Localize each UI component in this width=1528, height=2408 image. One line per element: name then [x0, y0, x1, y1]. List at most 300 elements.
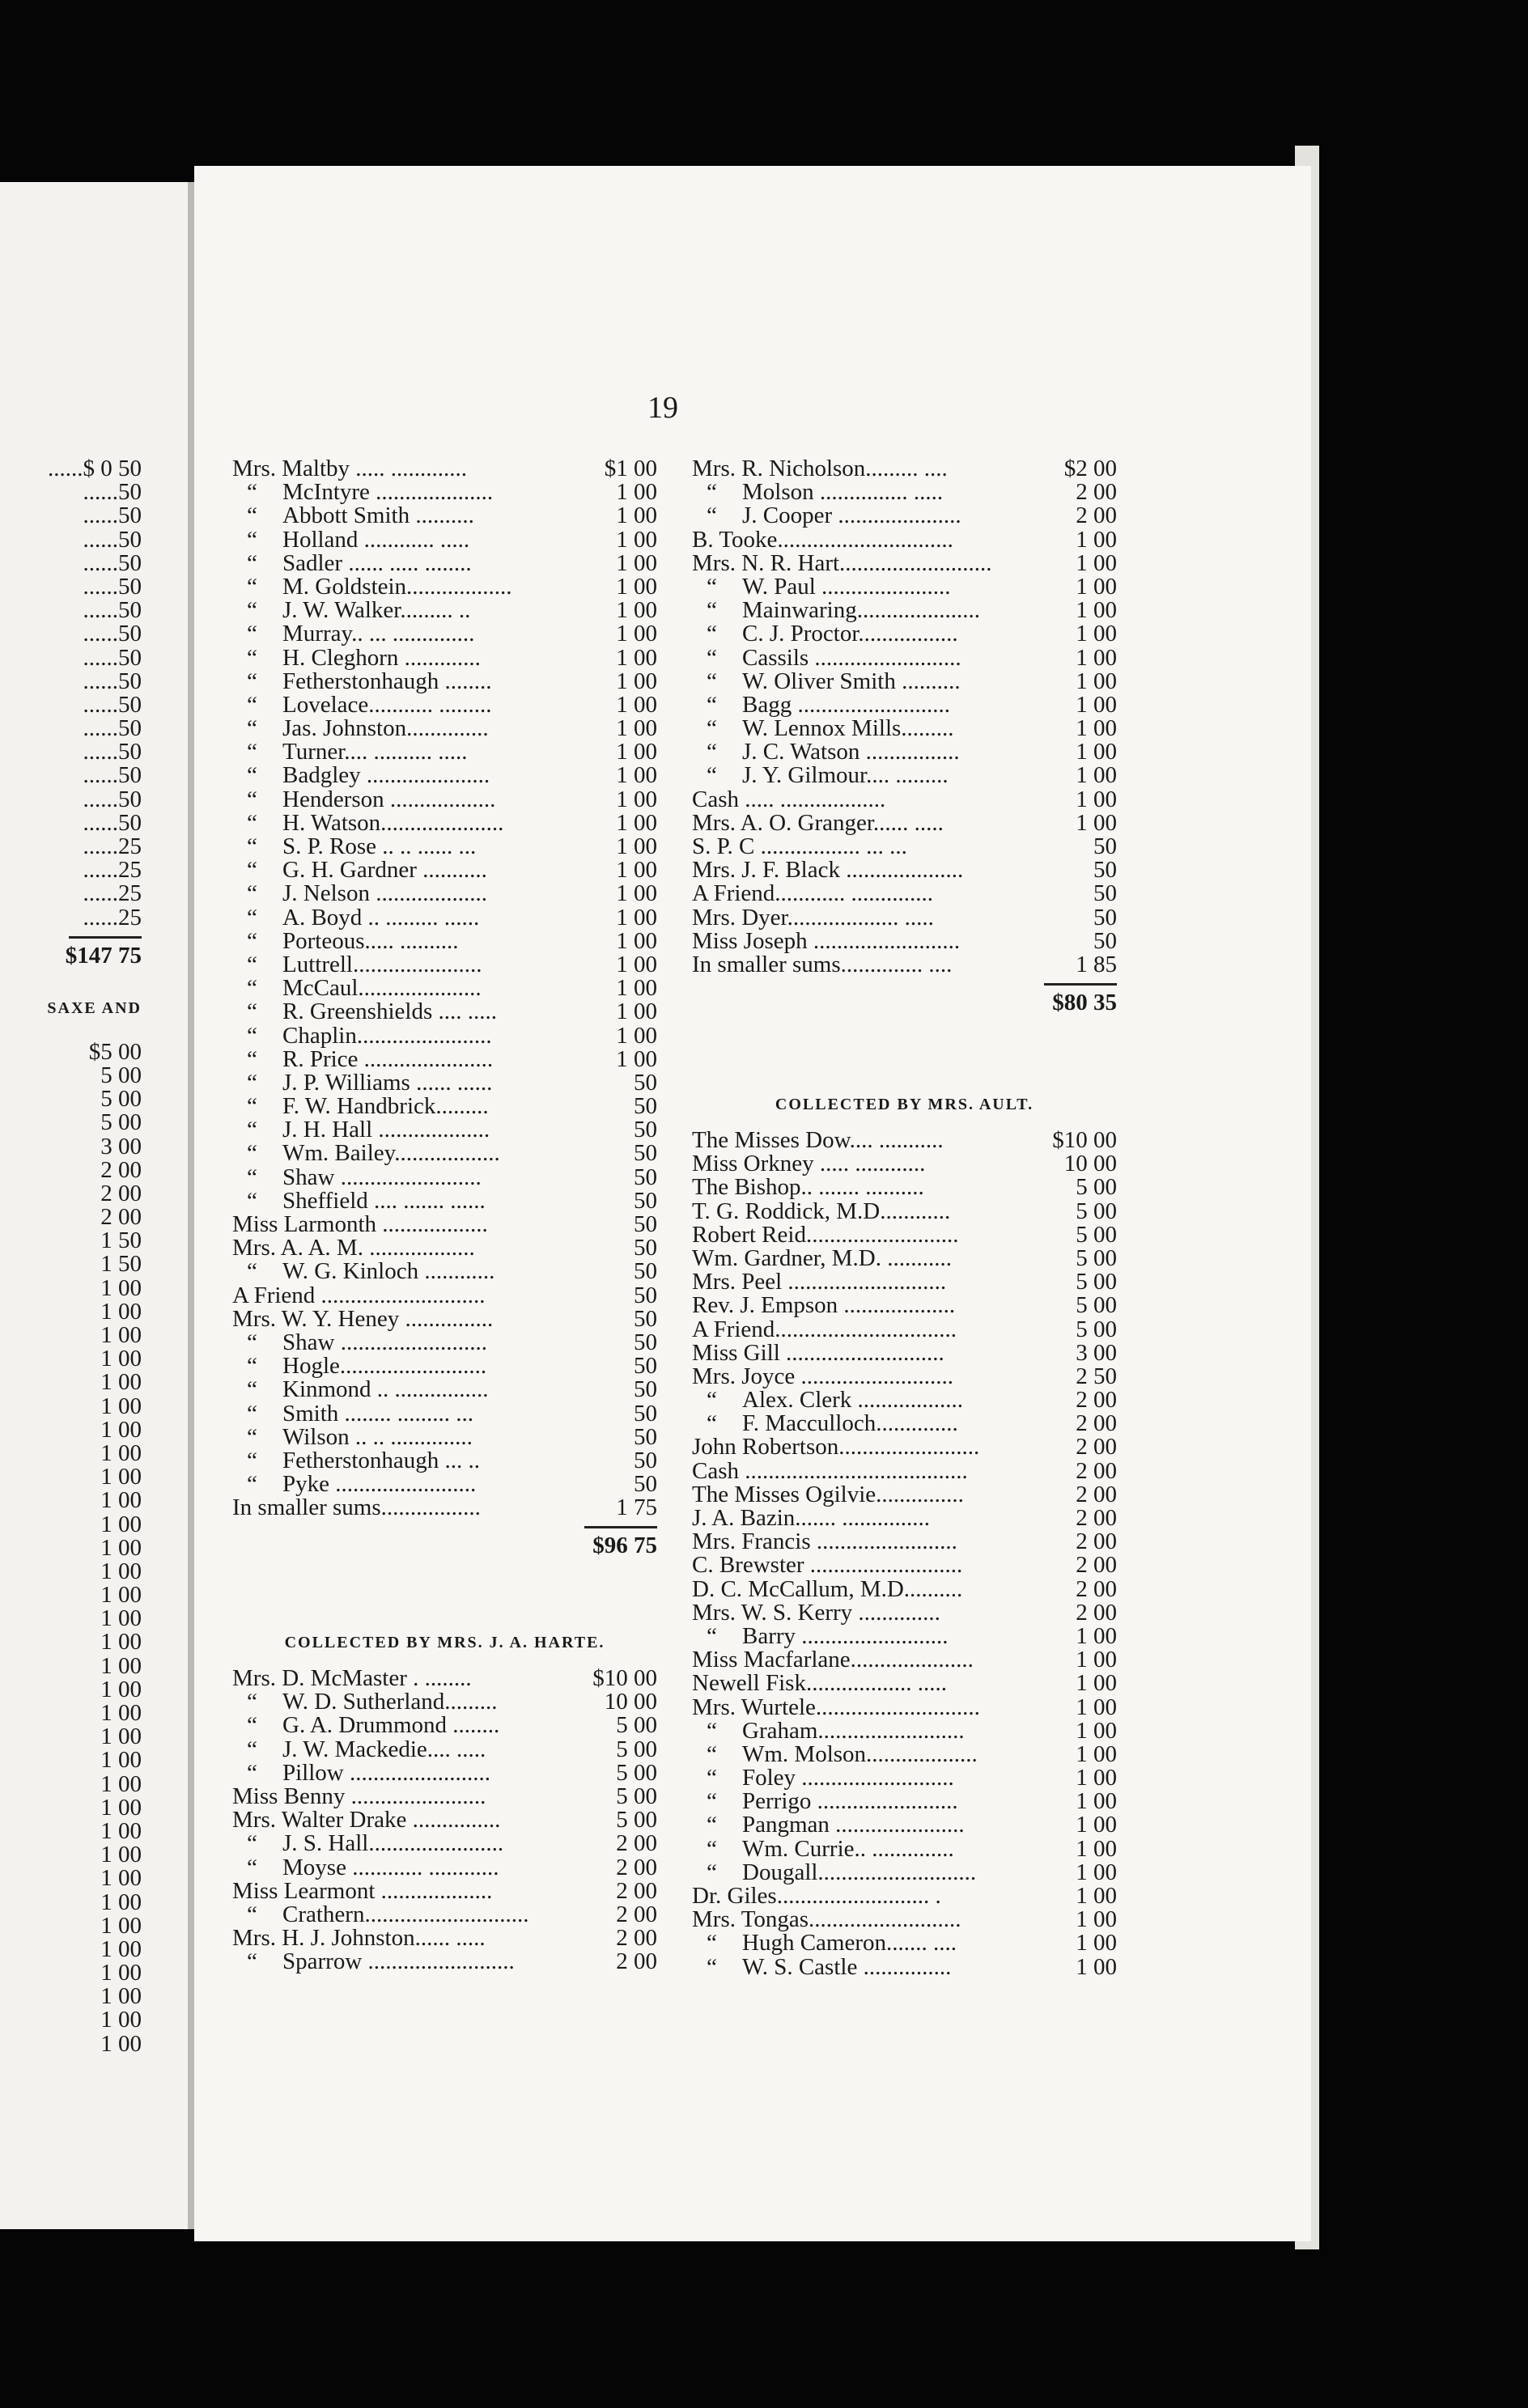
donor-name: Miss Macfarlane..................... [692, 1647, 974, 1673]
donor-name: “ Jas. Johnston.............. [282, 717, 489, 740]
donation-amount: ......50 [83, 621, 142, 647]
donor-name: “ Hugh Cameron....... .... [742, 1931, 957, 1955]
donation-amount: 1 00 [100, 1723, 142, 1750]
donation-amount: 1 00 [1076, 691, 1117, 718]
total-rule [69, 936, 142, 939]
donor-name: A Friend............ .............. [692, 880, 934, 907]
donation-amount: 1 00 [616, 998, 657, 1025]
donor-name: “ Chaplin....................... [282, 1024, 492, 1048]
donor-name: A Friend............................... [692, 1316, 957, 1342]
list-item [232, 504, 657, 528]
donor-name: “ Wm. Molson................... [742, 1743, 978, 1766]
list-item [692, 1339, 1117, 1366]
donation-amount: 1 00 [100, 1439, 142, 1466]
list-item [0, 717, 142, 740]
donor-name: “ Shaw ......................... [282, 1331, 487, 1354]
donor-name: “ W. Oliver Smith .......... [742, 670, 961, 693]
donor-name: Mrs. W. S. Kerry .............. [692, 1599, 940, 1626]
donation-amount: 50 [1093, 880, 1117, 907]
donation-amount: 1 00 [1076, 644, 1117, 671]
donor-name: “ J. W. Walker......... .. [282, 599, 470, 622]
list-item [692, 1835, 1117, 1862]
list-item [232, 1284, 657, 1308]
donor-name: The Misses Dow.... ........... [692, 1127, 944, 1153]
list-item [232, 481, 657, 504]
list-item [692, 1908, 1117, 1931]
list-item [692, 1435, 1117, 1459]
donation-amount: 1 00 [616, 833, 657, 859]
list-item [692, 1457, 1117, 1484]
donation-amount: ......50 [83, 715, 142, 742]
donor-name: Mrs. Dyer................... ..... [692, 904, 934, 931]
donation-amount: 50 [634, 1423, 657, 1450]
donation-amount: ......50 [83, 573, 142, 600]
donation-amount: 1 00 [1076, 715, 1117, 742]
list-item [232, 1189, 657, 1213]
donation-amount: 1 00 [100, 1842, 142, 1868]
donor-name: “ Pillow ........................ [282, 1761, 490, 1785]
list-item [232, 528, 657, 552]
donation-amount: 1 00 [1076, 1835, 1117, 1862]
list-item [232, 717, 657, 740]
donor-name: Mrs. R. Nicholson......... .... [692, 456, 948, 481]
list-item [232, 1761, 657, 1785]
list-item [0, 1867, 142, 1890]
donation-amount: 1 00 [616, 739, 657, 765]
donation-amount: 1 75 [616, 1494, 657, 1521]
donor-name: Rev. J. Empson ................... [692, 1292, 956, 1319]
list-item [692, 717, 1117, 740]
list-item [0, 1347, 142, 1371]
list-item [0, 906, 142, 930]
donor-name: “ W. Lennox Mills......... [742, 717, 954, 740]
donation-amount: $1 00 [604, 456, 657, 481]
list-item [692, 528, 1117, 552]
donation-amount: 1 00 [1076, 597, 1117, 624]
donation-amount: 2 00 [1076, 1457, 1117, 1484]
list-item [232, 1449, 657, 1473]
donor-name: J. A. Bazin....... ............... [692, 1505, 931, 1531]
donation-amount: 1 00 [1076, 1930, 1117, 1956]
donation-amount: 2 00 [1076, 1410, 1117, 1437]
list-item [0, 1111, 142, 1134]
donation-amount: 1 00 [616, 1022, 657, 1049]
donation-amount: 1 00 [616, 809, 657, 836]
list-item [692, 1530, 1117, 1554]
donor-name: “ Dougall........................... [742, 1861, 976, 1884]
list-item [0, 1038, 142, 1065]
list-item [232, 644, 657, 671]
donor-name: “ Smith ........ ......... ... [282, 1402, 473, 1426]
list-item [692, 1601, 1117, 1625]
donation-amount: 50 [634, 1164, 657, 1190]
donation-amount: 2 00 [616, 1854, 657, 1880]
donor-name: “ Moyse ............ ............ [282, 1856, 499, 1880]
donation-amount: 2 00 [1076, 1505, 1117, 1531]
donor-name: “ W. S. Castle ............... [742, 1956, 951, 1979]
list-item [692, 1575, 1117, 1602]
donor-name: Mrs. Joyce .......................... [692, 1363, 954, 1389]
donation-amount: 1 00 [616, 786, 657, 812]
donor-name: “ Sparrow ......................... [282, 1950, 515, 1973]
list-item [692, 575, 1117, 599]
donation-amount: 1 50 [100, 1251, 142, 1278]
list-item [0, 1817, 142, 1844]
donation-amount: 10 00 [604, 1689, 657, 1715]
page-number: 19 [647, 391, 678, 425]
donor-name: “ Porteous..... .......... [282, 930, 459, 953]
donor-name: “ Pangman ...................... [742, 1813, 965, 1837]
donor-name: S. P. C ................. ... ... [692, 833, 907, 859]
donation-amount: 1 00 [616, 479, 657, 506]
list-item [692, 809, 1117, 836]
donor-name: “ J. H. Hall ................... [282, 1118, 490, 1142]
donation-amount: 1 00 [100, 1322, 142, 1348]
donation-amount: 1 00 [100, 1558, 142, 1584]
donation-amount: 2 00 [1076, 1481, 1117, 1507]
list-item [692, 1953, 1117, 1980]
donation-amount: ......50 [83, 597, 142, 624]
donation-amount: ......50 [83, 644, 142, 671]
total-rule [584, 1526, 657, 1528]
column-2-total: $80 35 [1052, 990, 1117, 1016]
donor-name: B. Tooke.............................. [692, 526, 953, 553]
donation-amount: ......25 [83, 833, 142, 859]
list-item [0, 1439, 142, 1466]
donor-name: Dr. Giles.......................... . [692, 1883, 941, 1909]
donation-amount: 5 00 [616, 1783, 657, 1809]
donation-amount: 1 00 [616, 951, 657, 977]
donation-amount: 1 00 [1076, 1883, 1117, 1909]
donation-amount: 5 00 [1076, 1221, 1117, 1248]
list-item [232, 693, 657, 717]
donor-name: Mrs. D. McMaster . ........ [232, 1665, 472, 1691]
donation-amount: 2 00 [1076, 1552, 1117, 1579]
list-item [232, 1166, 657, 1189]
donation-amount: 5 00 [616, 1759, 657, 1786]
donation-amount: 1 00 [616, 573, 657, 600]
donor-name: “ Cassils ......................... [742, 647, 961, 670]
donation-amount: 1 00 [1076, 1906, 1117, 1933]
donation-amount: 50 [634, 1471, 657, 1498]
list-item [232, 549, 657, 576]
donor-name: “ Molson ............... ..... [742, 481, 943, 504]
list-item [232, 1690, 657, 1714]
list-item [692, 927, 1117, 954]
list-item [0, 622, 142, 646]
donation-amount: 50 [1093, 927, 1117, 954]
donation-amount: 1 00 [100, 1393, 142, 1419]
list-item [232, 1808, 657, 1832]
list-item [0, 1206, 142, 1229]
donor-name: In smaller sums.............. .... [692, 951, 953, 977]
donor-name: Mrs. H. J. Johnston...... ..... [232, 1925, 486, 1952]
list-item [0, 1891, 142, 1914]
donation-amount: 5 00 [616, 1807, 657, 1834]
donation-amount: 50 [1093, 904, 1117, 931]
list-item [0, 1156, 142, 1183]
list-item [232, 1496, 657, 1520]
donation-amount: 1 00 [1076, 762, 1117, 789]
donation-amount: 1 00 [1076, 739, 1117, 765]
donation-amount: 50 [634, 1187, 657, 1214]
list-item [692, 1223, 1117, 1247]
donor-name: Miss Orkney ..... ............ [692, 1151, 926, 1177]
list-item [692, 1270, 1117, 1294]
donor-name: Cash ..... .................. [692, 786, 886, 812]
list-item [692, 1412, 1117, 1435]
list-item [232, 1785, 657, 1808]
list-item [0, 1253, 142, 1276]
donation-amount: 2 00 [1076, 1387, 1117, 1414]
donation-amount: ......50 [83, 786, 142, 812]
list-item [692, 1388, 1117, 1412]
donation-amount: 2 00 [616, 1948, 657, 1975]
donor-name: “ H. Watson..................... [282, 812, 503, 835]
donation-amount: 1 00 [1076, 526, 1117, 553]
donor-name: “ Bagg .......................... [742, 693, 950, 717]
donation-amount: 5 00 [1076, 1174, 1117, 1201]
list-item [232, 1213, 657, 1236]
donor-name: D. C. McCallum, M.D.......... [692, 1575, 963, 1602]
donation-amount: 1 00 [616, 644, 657, 671]
donation-amount: 1 00 [100, 1700, 142, 1726]
donor-name: “ A. Boyd .. ......... ...... [282, 906, 479, 930]
donation-amount: 2 00 [1076, 1528, 1117, 1555]
column-1 [232, 457, 657, 1558]
donation-amount: $5 00 [88, 1038, 142, 1065]
list-item [232, 1378, 657, 1401]
donation-amount: 1 00 [1076, 786, 1117, 812]
donor-name: “ Alex. Clerk .................. [742, 1388, 963, 1412]
donor-name: “ Fetherstonhaugh ........ [282, 670, 492, 693]
donor-name: “ McCaul..................... [282, 977, 482, 1000]
list-item [232, 1927, 657, 1950]
list-item [232, 977, 657, 1000]
donation-amount: 1 00 [100, 1794, 142, 1821]
list-item [0, 1583, 142, 1607]
donation-amount: 1 00 [1076, 1740, 1117, 1767]
donation-amount: 1 00 [100, 1889, 142, 1915]
list-item [0, 1465, 142, 1489]
donation-amount: ......25 [83, 904, 142, 931]
donor-name: The Misses Ogilvie............... [692, 1481, 964, 1507]
donation-amount: 3 00 [1076, 1339, 1117, 1366]
donor-name: “ Badgley ..................... [282, 764, 490, 787]
donor-name: “ Murray.. ... .............. [282, 622, 474, 646]
donation-amount: 5 00 [616, 1736, 657, 1762]
list-item [0, 599, 142, 622]
donation-amount: 1 00 [1076, 809, 1117, 836]
donation-amount: 1 00 [616, 904, 657, 931]
donation-amount: 1 00 [100, 1369, 142, 1396]
list-item [0, 1914, 142, 1938]
list-item [692, 788, 1117, 812]
donation-amount: 1 00 [100, 1747, 142, 1774]
list-item [232, 953, 657, 977]
list-item [692, 1766, 1117, 1790]
donation-amount: 1 00 [1076, 668, 1117, 694]
donor-name: T. G. Roddick, M.D............ [692, 1198, 951, 1224]
donation-amount: 1 00 [1076, 1670, 1117, 1697]
donation-amount: 50 [634, 1447, 657, 1473]
donation-amount: 50 [634, 1140, 657, 1167]
donation-amount: ......50 [83, 549, 142, 576]
list-item [0, 740, 142, 764]
donation-amount: 1 00 [1076, 1812, 1117, 1838]
list-item [232, 858, 657, 882]
donation-amount: 1 00 [100, 1960, 142, 1986]
donor-name: “ Wm. Currie.. .............. [742, 1838, 954, 1861]
donation-amount: 1 00 [1076, 1694, 1117, 1720]
list-item [692, 1129, 1117, 1152]
donor-name: “ J. Y. Gilmour.... ......... [742, 764, 949, 787]
donation-amount: 1 00 [616, 549, 657, 576]
list-item [232, 457, 657, 481]
left-total: $147 75 [65, 942, 142, 969]
donation-amount: ......50 [83, 479, 142, 506]
donation-amount: 2 50 [1076, 1363, 1117, 1389]
left-heading-fragment: SAXE AND [47, 998, 142, 1017]
list-item [692, 1622, 1117, 1649]
donation-amount: ......50 [83, 739, 142, 765]
list-item [692, 1719, 1117, 1743]
list-item [232, 1000, 657, 1024]
donor-name: “ Wilson .. .. .............. [282, 1426, 473, 1449]
donor-name: “ M. Goldstein.................. [282, 575, 512, 599]
list-item [0, 835, 142, 858]
donation-amount: 5 00 [100, 1109, 142, 1136]
list-item [232, 906, 657, 930]
donation-amount: 2 00 [616, 1877, 657, 1904]
list-item [0, 1796, 142, 1820]
donation-amount: 50 [634, 1376, 657, 1403]
list-item [692, 1813, 1117, 1837]
list-item [0, 481, 142, 504]
list-item [692, 1244, 1117, 1271]
donor-name: “ W. G. Kinloch ............ [282, 1260, 494, 1283]
list-item [0, 1324, 142, 1347]
donor-name: “ F. Macculloch.............. [742, 1412, 958, 1435]
list-item [692, 693, 1117, 717]
column-2 [692, 457, 1117, 1015]
list-item [232, 1354, 657, 1378]
list-item [0, 1607, 142, 1630]
list-item [232, 927, 657, 954]
donation-amount: $10 00 [592, 1665, 657, 1691]
list-item [0, 549, 142, 576]
donation-amount: 1 00 [100, 1912, 142, 1939]
list-item [0, 1961, 142, 1985]
list-item [0, 693, 142, 717]
donor-name: Wm. Gardner, M.D. ........... [692, 1244, 952, 1271]
total-rule [1044, 983, 1117, 986]
list-item [0, 882, 142, 905]
donor-name: Mrs. Peel ........................... [692, 1269, 947, 1295]
donor-name: Robert Reid.......................... [692, 1221, 959, 1248]
list-item [692, 457, 1117, 481]
donation-amount: ......50 [83, 809, 142, 836]
donation-amount: 1 00 [1076, 1788, 1117, 1815]
donor-name: “ J. P. Williams ...... ...... [282, 1071, 492, 1095]
list-item [692, 1696, 1117, 1719]
donor-name: Mrs. N. R. Hart.......................... [692, 549, 992, 576]
donor-name: “ F. W. Handbrick......... [282, 1095, 489, 1118]
column-3-list [692, 1129, 1117, 1979]
donor-name: Newell Fisk.................. ..... [692, 1670, 947, 1697]
donation-amount: 1 00 [1076, 573, 1117, 600]
donation-amount: 1 00 [1076, 621, 1117, 647]
list-item [232, 1950, 657, 1973]
list-item [232, 809, 657, 836]
donation-amount: 1 00 [616, 668, 657, 694]
list-item [0, 1725, 142, 1749]
donation-amount: 5 00 [1076, 1244, 1117, 1271]
donor-name: “ Shaw ........................ [282, 1166, 482, 1189]
donation-amount: $2 00 [1063, 456, 1117, 481]
list-item [232, 670, 657, 693]
list-item [232, 1045, 657, 1072]
column-1-list [232, 457, 657, 1520]
list-item [232, 1877, 657, 1904]
list-item [232, 1738, 657, 1761]
list-item [0, 1135, 142, 1159]
list-item [692, 599, 1117, 622]
donor-name: Mrs. Wurtele............................ [692, 1694, 980, 1720]
donation-amount: 5 00 [100, 1086, 142, 1113]
list-item [692, 1861, 1117, 1884]
list-item [692, 1931, 1117, 1955]
donation-amount: 1 00 [1076, 1647, 1117, 1673]
column-1-total: $96 75 [592, 1533, 657, 1559]
column-3 [692, 1088, 1117, 1979]
donation-amount: ......25 [83, 857, 142, 884]
list-item [692, 882, 1117, 905]
column-2-list [692, 457, 1117, 977]
donation-amount: 1 00 [1076, 1859, 1117, 1885]
list-item [232, 1714, 657, 1737]
list-item [232, 1305, 657, 1332]
list-item [232, 1832, 657, 1855]
list-item [692, 1554, 1117, 1577]
donation-amount: 1 00 [100, 1629, 142, 1656]
list-item [232, 1260, 657, 1283]
donation-amount: 50 [634, 1353, 657, 1380]
donation-amount: 5 00 [1076, 1292, 1117, 1319]
donation-amount: 1 00 [616, 762, 657, 789]
book-gutter [188, 182, 194, 2229]
donation-amount: 1 00 [616, 621, 657, 647]
donation-amount: 1 00 [100, 1511, 142, 1537]
list-item [0, 1534, 142, 1561]
list-item [692, 1200, 1117, 1223]
donor-name: “ Sheffield .... ....... ...... [282, 1189, 486, 1213]
donor-name: Mrs. A. O. Granger...... ..... [692, 809, 944, 836]
donation-amount: $10 00 [1052, 1127, 1117, 1153]
donor-name: The Bishop.. ....... .......... [692, 1174, 924, 1201]
list-item [0, 1560, 142, 1583]
donor-name: Mrs. Tongas.......................... [692, 1906, 961, 1933]
list-item [0, 1064, 142, 1087]
list-item [232, 1473, 657, 1496]
donation-amount: 1 00 [100, 1346, 142, 1372]
donor-name: “ J. S. Hall....................... [282, 1832, 503, 1855]
list-item [0, 1770, 142, 1797]
list-item [0, 1087, 142, 1111]
donation-amount: 1 00 [1076, 549, 1117, 576]
donation-amount: 50 [634, 1093, 657, 1120]
list-item [0, 1749, 142, 1772]
